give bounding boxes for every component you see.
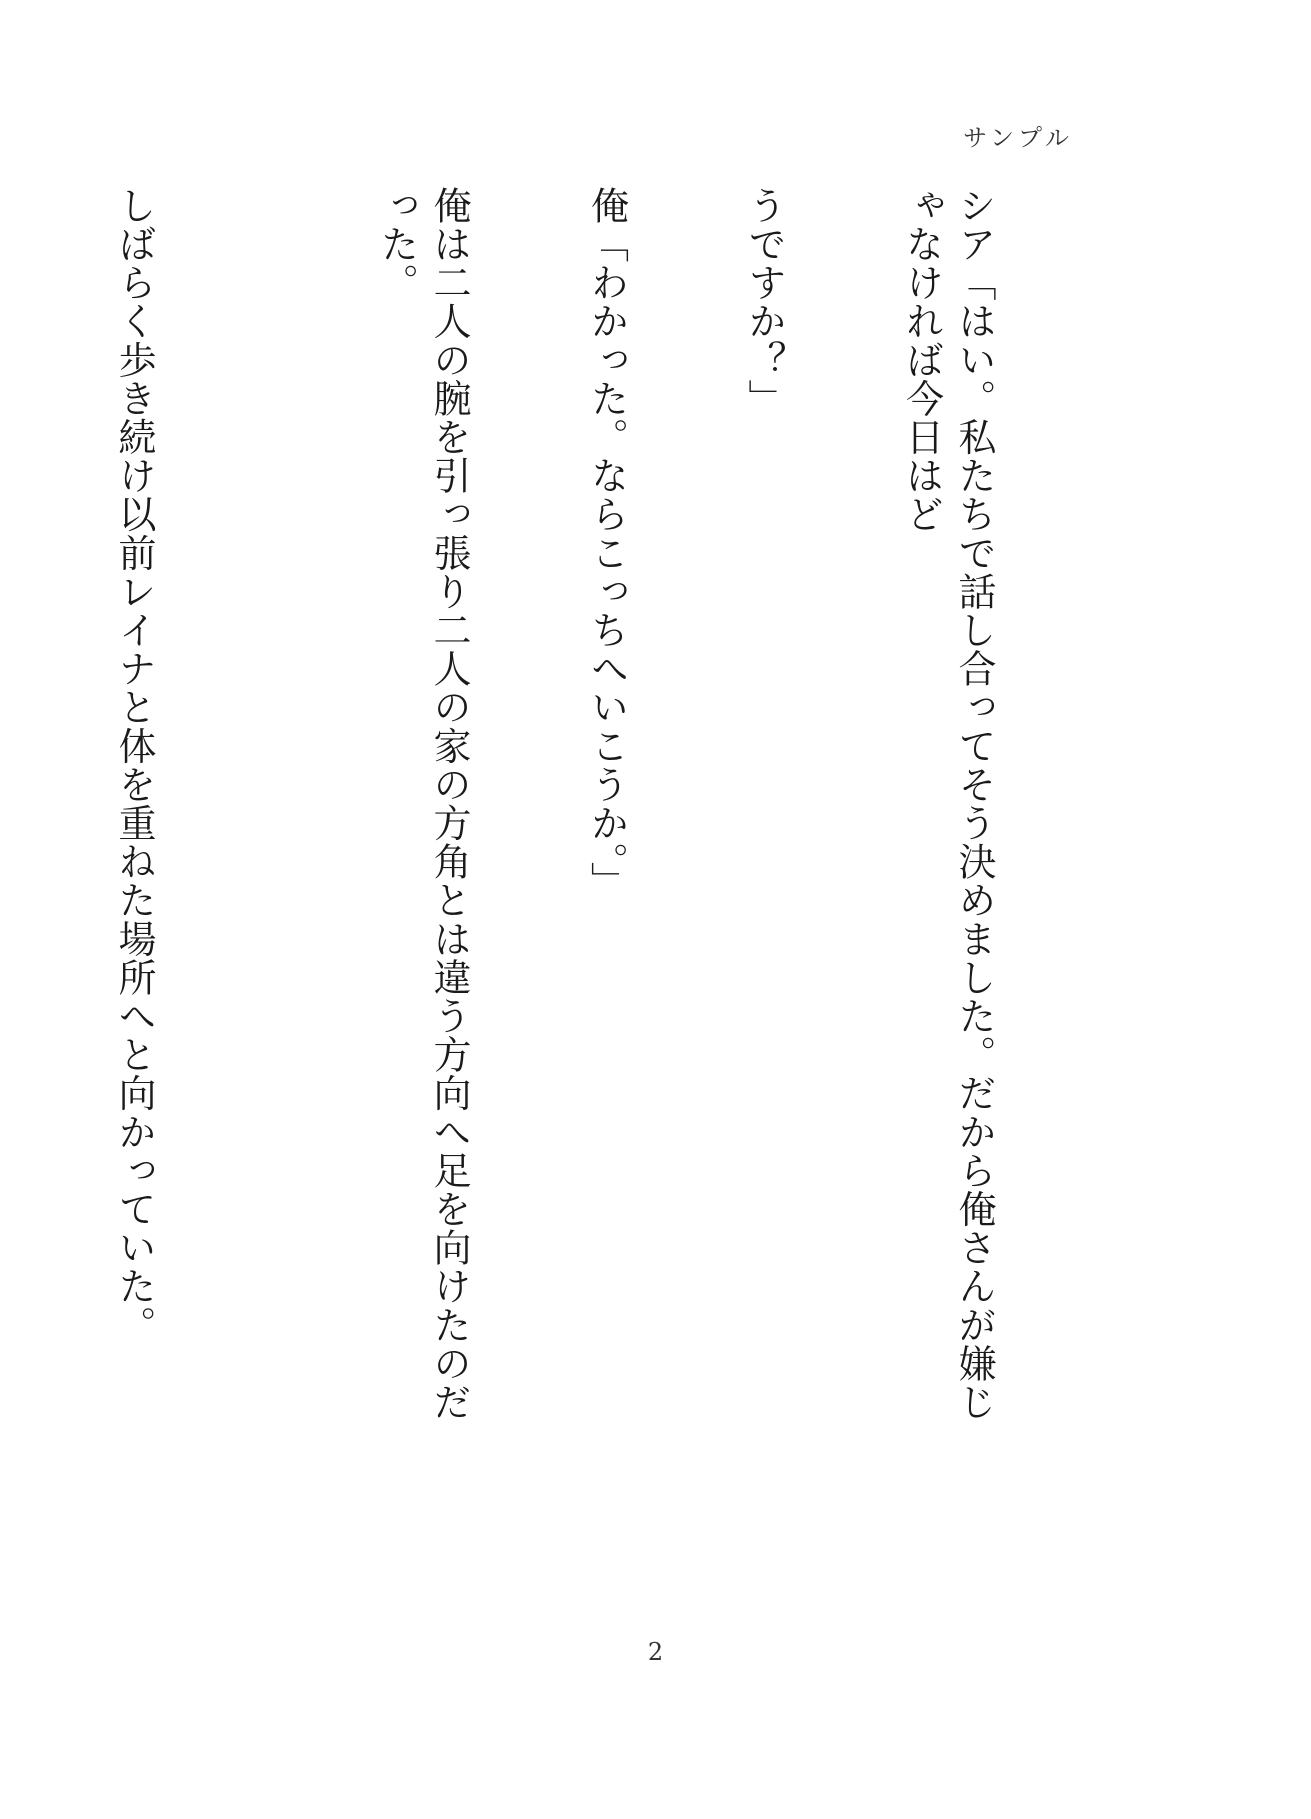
page-number: 2: [647, 1638, 664, 1666]
text-line: うですか？」: [742, 186, 786, 418]
text-line: 俺「わかった。ならこっちへいこうか。」: [584, 186, 629, 901]
text-line: シア「はい。私たちで話し合ってそう決めました。だから俺さんが嫌じゃなければ今日はど: [899, 186, 996, 1422]
text-line: しばらく歩き続け以前レイナと体を重ねた場所へと向かっていた。: [112, 186, 156, 1344]
header-label: サンプル: [963, 124, 1073, 152]
text-line: [0, 186, 3, 1456]
body-text: [112, 186, 1105, 1456]
text-line: 俺は二人の腕を引っ張り二人の家の方角とは違う方向へ足を向けたのだった。: [374, 186, 471, 1422]
